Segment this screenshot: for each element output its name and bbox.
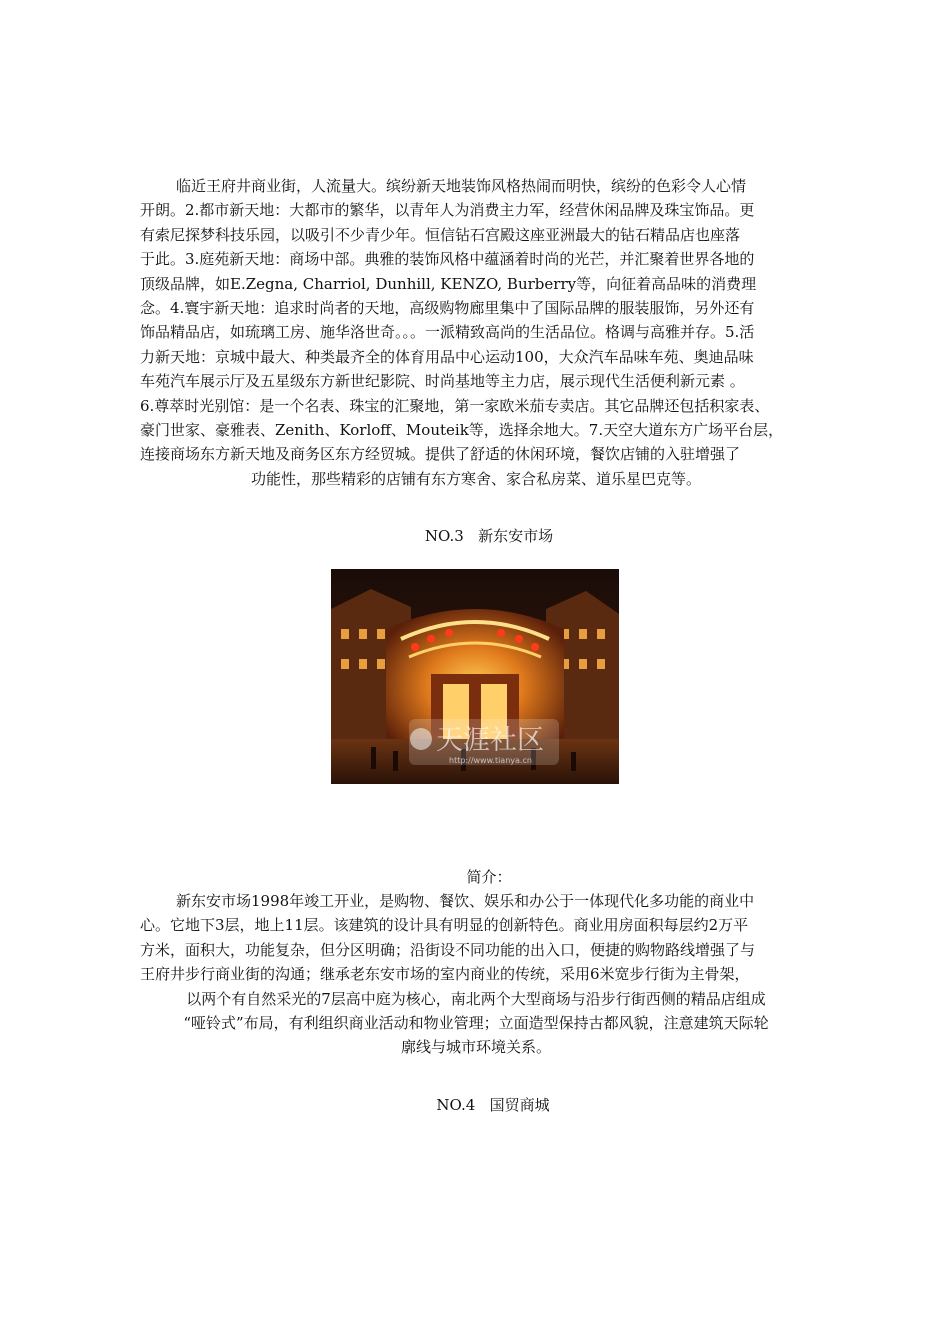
watermark-logo-icon xyxy=(410,728,432,750)
paragraph-introduction xyxy=(140,889,812,1060)
text-line: 力新天地：京城中最大、种类最齐全的体育用品中心运动100，大众汽车品味车苑、奥迪品味 xyxy=(140,347,754,366)
text-line: 顶级品牌，如E.Zegna, Charriol, Dunhill, KENZO, Burberry等，向征着高品味的消费理 xyxy=(140,274,757,293)
text-line: 念。4.寰宇新天地：追求时尚者的天地，高级购物廊里集中了国际品牌的服装服饰，另外还有 xyxy=(140,299,755,318)
section-heading-no4: NO.4 国贸商城 xyxy=(436,1096,550,1114)
text-line: 方米，面积大，功能复杂，但分区明确；沿街设不同功能的出入口，便捷的购物路线增强了与 xyxy=(140,940,756,959)
text-line: 功能性，那些精彩的店铺有东方寒舍、家合私房菜、道乐星巴克等。 xyxy=(250,469,701,488)
text-line: 廓线与城市环境关系。 xyxy=(400,1038,551,1057)
paragraph-shopping-areas xyxy=(140,174,812,491)
market-night-photo xyxy=(331,569,619,784)
intro-heading: 简介： xyxy=(466,868,512,886)
text-line: 以两个有自然采光的7层高中庭为核心，南北两个大型商场与沿步行街西侧的精品店组成 xyxy=(186,989,766,1008)
text-line: 豪门世家、豪雅表、Zenith、Korloff、Mouteik等，选择余地大。7.天空大道东方广场平台层， xyxy=(140,421,784,440)
text-line: 连接商场东方新天地及商务区东方经贸城。提供了舒适的休闲环境，餐饮店铺的入驻增强了 xyxy=(140,445,741,464)
text-line: 车苑汽车展示厅及五星级东方新世纪影院、时尚基地等主力店，展示现代生活便利新元素 。 xyxy=(140,372,745,391)
text-line: 新东安市场1998年竣工开业，是购物、餐饮、娱乐和办公于一体现代化多功能的商业中 xyxy=(176,892,755,910)
text-line: 开朗。2.都市新天地：大都市的繁华，以青年人为消费主力军，经营休闲品牌及珠宝饰品。更 xyxy=(140,201,755,220)
text-line: 临近王府井商业街，人流量大。缤纷新天地装饰风格热闹而明快，缤纷的色彩令人心情 xyxy=(176,177,747,195)
section-heading-no3: NO.3 新东安市场 xyxy=(424,527,554,545)
watermark-text: 天涯社区 xyxy=(436,725,544,756)
watermark-url: http://www.tianya.cn xyxy=(449,756,532,765)
text-line: 6.尊萃时光别馆：是一个名表、珠宝的汇聚地，第一家欧米茄专卖店。其它品牌还包括积家表、 xyxy=(140,396,770,415)
text-line: 王府井步行商业街的沟通；继承老东安市场的室内商业的传统，采用6米宽步行街为主骨架， xyxy=(140,965,750,984)
text-line: “哑铃式”布局，有利组织商业活动和物业管理；立面造型保持古都风貌，注意建筑天际轮 xyxy=(183,1014,769,1033)
text-line: 有索尼探梦科技乐园，以吸引不少青少年。恒信钻石宫殿这座亚洲最大的钻石精品店也座落 xyxy=(140,225,741,244)
text-line: 心。它地下3层，地上11层。该建筑的设计具有明显的创新特色。商业用房面积每层约2万平 xyxy=(140,916,749,935)
text-line: 饰品精品店，如琉璃工房、施华洛世奇。。。一派精致高尚的生活品位。格调与高雅并存。5.活 xyxy=(140,323,755,342)
text-line: 于此。3.庭苑新天地：商场中部。典雅的装饰风格中蕴涵着时尚的光芒，并汇聚着世界各地的 xyxy=(140,250,755,269)
